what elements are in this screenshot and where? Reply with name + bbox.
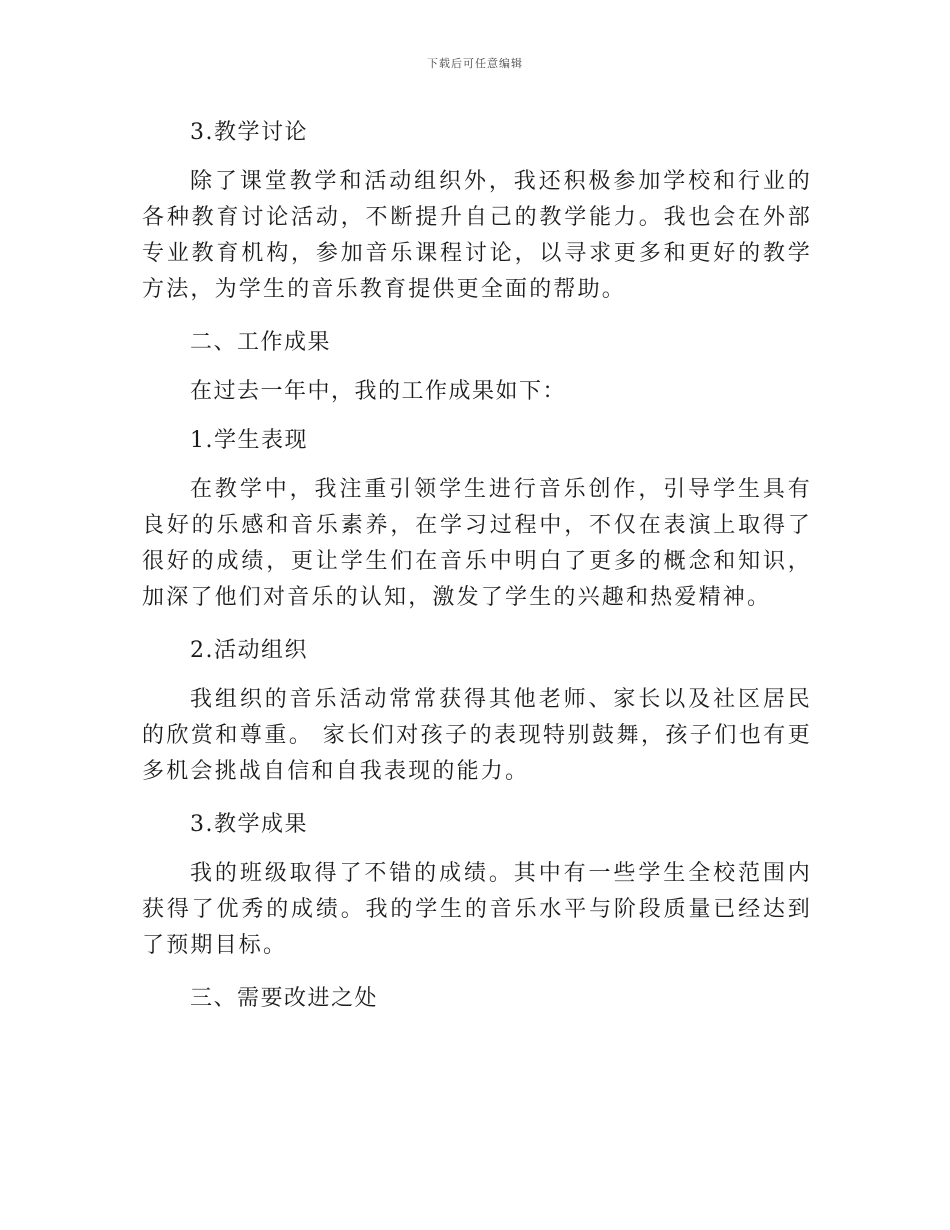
section-heading-teaching-results: 3.教学成果 [190,812,308,837]
spacer [142,616,812,633]
spacer [142,964,812,981]
document-body [142,115,812,1017]
spacer [142,459,812,472]
paragraph-student-performance: 在教学中，我注重引领学生进行音乐创作，引导学生具有良好的乐感和音乐素养，在学习过程中，不仅在表演上取得了很好的成绩，更让学生们在音乐中明白了更多的概念和知识，加深了他们对音乐的认知，激发了学生的兴趣和热爱精神。 [142,477,812,610]
spacer [142,361,812,374]
paragraph-teaching-discussion: 除了课堂教学和活动组织外，我还积极参加学校和行业的各种教育讨论活动，不断提升自己的教学能力。我也会在外部专业教育机构，参加音乐课程讨论，以寻求更多和更好的教学方法，为学生的音乐教育提供更全面的帮助。 [142,169,812,302]
spacer [142,669,812,682]
spacer [142,410,812,423]
spacer [142,151,812,164]
paragraph-work-results-intro: 在过去一年中，我的工作成果如下： [190,379,567,404]
section-heading-improvements: 三、需要改进之处 [190,986,379,1011]
spacer [142,308,812,325]
section-heading-student-performance: 1.学生表现 [190,428,308,453]
section-heading-activity-organization: 2.活动组织 [190,638,308,663]
spacer [142,790,812,807]
page-header-note: 下载后可任意编辑 [427,57,523,70]
paragraph-activity-organization: 我组织的音乐活动常常获得其他老师、家长以及社区居民的欣赏和尊重。 家长们对孩子的表现特别鼓舞，孩子们也有更多机会挑战自信和自我表现的能力。 [142,687,812,784]
paragraph-teaching-results: 我的班级取得了不错的成绩。其中有一些学生全校范围内获得了优秀的成绩。我的学生的音乐水平与阶段质量已经达到了预期目标。 [142,861,812,958]
section-heading-teaching-discussion: 3.教学讨论 [190,120,308,145]
spacer [142,843,812,856]
section-heading-work-results: 二、工作成果 [190,330,332,355]
